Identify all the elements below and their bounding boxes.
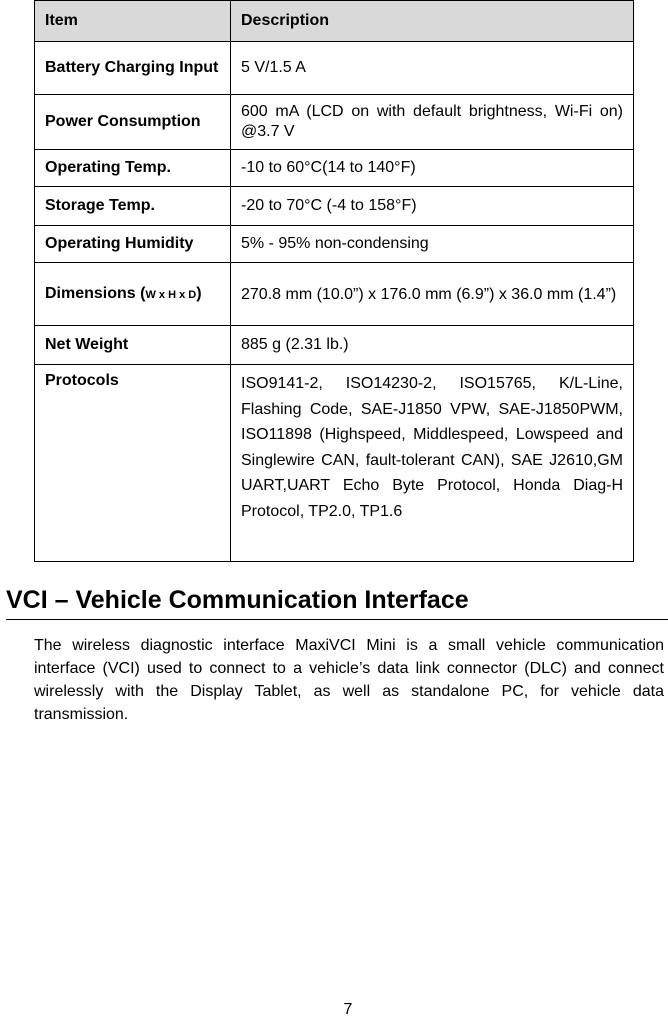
- table-row: [35, 365, 634, 562]
- row-description: 885 g (2.31 lb.): [231, 326, 634, 365]
- table-row: [35, 226, 634, 263]
- table-row: [35, 263, 634, 326]
- table-row: [35, 187, 634, 226]
- table-row: [35, 95, 634, 150]
- row-item: Net Weight: [35, 326, 231, 365]
- section-heading: VCI – Vehicle Communication Interface: [6, 584, 668, 620]
- row-item: Operating Temp.: [35, 150, 231, 187]
- row-item: Battery Charging Input: [35, 42, 231, 95]
- page-number: 7: [343, 1001, 353, 1018]
- row-description: 600 mA (LCD on with default brightness, Wi-Fi on) @3.7 V: [231, 95, 634, 150]
- row-description: ISO9141-2, ISO14230-2, ISO15765, K/L-Line, Flashing Code, SAE-J1850 VPW, SAE-J1850PWM, ISO11898 (Highspeed, Middlespeed, Lowspeed and Singlewire CAN, fault-tolerant CAN), SAE J2610,GM UART,UART Echo Byte Protocol, Honda Diag-H Protocol, TP2.0, TP1.6: [231, 365, 634, 562]
- table-row: [35, 150, 634, 187]
- table-header-row: [35, 1, 634, 42]
- row-description: 5% - 95% non-condensing: [231, 226, 634, 263]
- header-item: Item: [35, 1, 231, 42]
- row-item: Storage Temp.: [35, 187, 231, 226]
- dimensions-axes: W x H x D: [145, 288, 197, 301]
- section-body-paragraph: The wireless diagnostic interface MaxiVCI Mini is a small vehicle communication interface (VCI) used to connect to a vehicle’s data link connector (DLC) and connect wirelessly with the Display Tablet, as well as standalone PC, for vehicle data transmission.: [34, 637, 664, 723]
- row-description: 270.8 mm (10.0”) x 176.0 mm (6.9”) x 36.0 mm (1.4”): [231, 263, 634, 326]
- row-description: -20 to 70°C (-4 to 158°F): [231, 187, 634, 226]
- row-item: Power Consumption: [35, 95, 231, 150]
- table-row: [35, 326, 634, 365]
- specifications-table: [34, 0, 634, 562]
- row-item: [35, 263, 231, 326]
- dimensions-label-close: ): [196, 284, 202, 302]
- dimensions-label: Dimensions (: [45, 284, 146, 302]
- header-description: Description: [231, 1, 634, 42]
- row-description: 5 V/1.5 A: [231, 42, 634, 95]
- row-item: Protocols: [35, 365, 231, 562]
- row-description: -10 to 60°C(14 to 140°F): [231, 150, 634, 187]
- table-row: [35, 42, 634, 95]
- row-item: Operating Humidity: [35, 226, 231, 263]
